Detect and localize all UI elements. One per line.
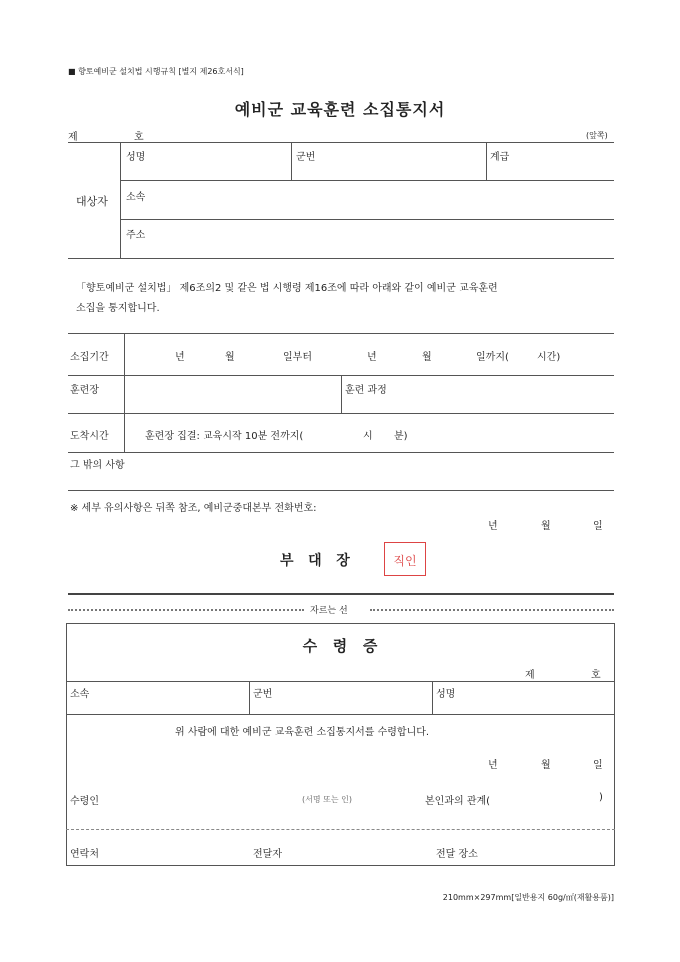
receipt-statement: 위 사람에 대한 예비군 교육훈련 소집통지서를 수령합니다.: [175, 727, 430, 738]
receipt-date-month[interactable]: 월: [541, 760, 551, 771]
unit-field[interactable]: 소속: [126, 192, 146, 203]
service-number-field[interactable]: 군번: [296, 152, 316, 163]
relation-label[interactable]: 본인과의 관계(: [425, 796, 491, 807]
seal-label: 직인: [393, 554, 417, 568]
period-day-1[interactable]: 일부터: [283, 352, 312, 363]
training-site-label: 훈련장: [70, 385, 99, 396]
form-reference: ■ 향토예비군 설치법 시행규칙 [별지 제26호서식]: [68, 67, 244, 76]
period-hours[interactable]: 시간): [537, 352, 561, 363]
signature-hint[interactable]: (서명 또는 인): [302, 795, 352, 804]
receipt-date-day[interactable]: 일: [593, 760, 603, 771]
delivery-place-label[interactable]: 전달 장소: [436, 849, 478, 860]
divider: [66, 829, 615, 830]
divider: [341, 375, 342, 413]
seal-box: [384, 542, 426, 576]
period-month-2[interactable]: 월: [422, 352, 432, 363]
address-field[interactable]: 주소: [126, 230, 146, 241]
training-course-label: 훈련 과정: [345, 385, 387, 396]
cut-line-right: [370, 609, 614, 611]
receipt-number-ho: 호: [591, 670, 601, 681]
divider: [486, 142, 487, 180]
period-label: 소집기간: [70, 352, 109, 363]
divider: [66, 714, 615, 715]
divider: [68, 258, 614, 259]
paper-spec-footer: 210mm×297mm[일반용지 60g/㎡(재활용품)]: [442, 893, 614, 902]
other-matters-label: 그 밖의 사항: [70, 460, 125, 471]
period-month-1[interactable]: 월: [225, 352, 235, 363]
divider: [68, 413, 614, 414]
period-day-2[interactable]: 일까지(: [476, 352, 509, 363]
arrival-label: 도착시간: [70, 431, 109, 442]
divider: [68, 142, 614, 143]
document-title: 예비군 교육훈련 소집통지서: [234, 100, 446, 119]
relation-close: ): [599, 792, 603, 803]
divider: [68, 593, 614, 595]
date-year[interactable]: 년: [488, 521, 498, 532]
arrival-text: 훈련장 집결: 교육시작 10분 전까지(: [145, 431, 304, 442]
divider: [120, 142, 121, 258]
divider: [120, 180, 614, 181]
contact-label[interactable]: 연락처: [70, 849, 99, 860]
arrival-hour[interactable]: 시: [363, 431, 373, 442]
date-month[interactable]: 월: [541, 521, 551, 532]
recipient-label: 수령인: [70, 796, 99, 807]
divider: [249, 681, 250, 714]
receipt-date-year[interactable]: 년: [488, 760, 498, 771]
front-side-label: (앞쪽): [586, 131, 608, 140]
divider: [432, 681, 433, 714]
cut-line-left: [68, 609, 304, 611]
divider: [124, 333, 125, 452]
receipt-service-number-field[interactable]: 군번: [253, 689, 273, 700]
deliverer-label[interactable]: 전달자: [253, 849, 282, 860]
receipt-title: 수 령 증: [302, 637, 378, 655]
divider: [68, 452, 614, 453]
note-text: ※ 세부 유의사항은 뒤쪽 참조, 예비군중대본부 전화번호:: [70, 503, 317, 514]
name-field[interactable]: 성명: [126, 152, 146, 163]
period-year-1[interactable]: 년: [175, 352, 185, 363]
receipt-number-je: 제: [525, 670, 535, 681]
commander-title: 부 대 장: [280, 553, 350, 569]
divider: [68, 333, 614, 334]
notice-line-2: 소집을 통지합니다.: [76, 303, 160, 314]
divider: [68, 490, 614, 491]
cut-line-label: 자르는 선: [310, 606, 348, 616]
divider: [120, 219, 614, 220]
rank-field[interactable]: 계급: [490, 152, 510, 163]
date-day[interactable]: 일: [593, 521, 603, 532]
receipt-name-field[interactable]: 성명: [436, 689, 456, 700]
divider: [291, 142, 292, 180]
period-year-2[interactable]: 년: [367, 352, 377, 363]
number-je: 제: [68, 132, 78, 143]
target-label: 대상자: [76, 195, 108, 208]
notice-line-1: 「향토예비군 설치법」 제6조의2 및 같은 법 시행령 제16조에 따라 아래와 같이 예비군 교육훈련: [76, 283, 498, 294]
divider: [66, 681, 615, 682]
number-ho: 호: [134, 132, 144, 143]
arrival-minute[interactable]: 분): [394, 431, 408, 442]
receipt-unit-field[interactable]: 소속: [70, 689, 90, 700]
